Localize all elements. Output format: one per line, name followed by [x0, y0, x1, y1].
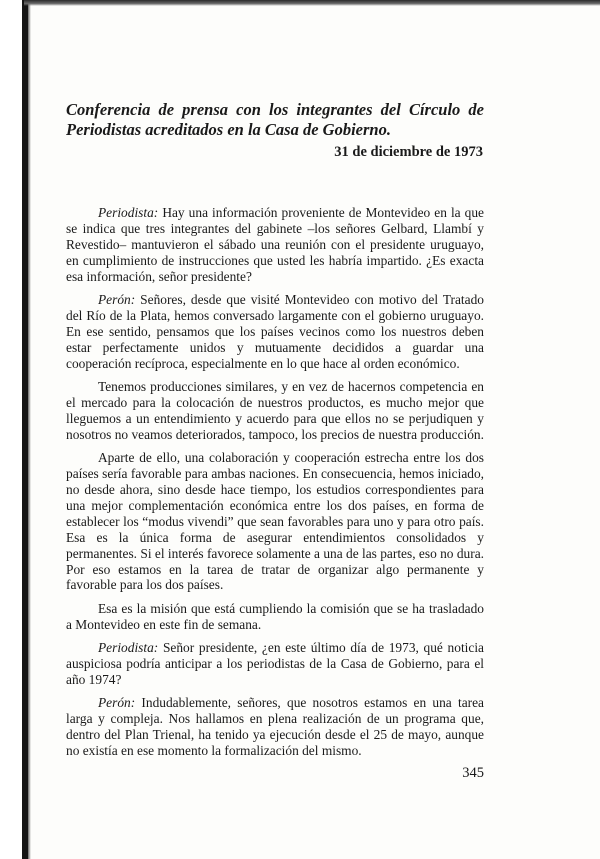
- paragraph-text: Indudablemente, señores, que nosotros estamos en una tarea larga y compleja. Nos hallamos en plena realización de un programa que, dentro del Plan Trienal, ha tenido ya ejecución desde el 25 de mayo, aunque no existía en ese momento la formalización del mismo.: [66, 695, 484, 759]
- speaker-label: Perón:: [98, 292, 136, 308]
- speaker-label: Periodista:: [98, 640, 159, 656]
- paragraph-text: Señores, desde que visité Montevideo con motivo del Tratado del Río de la Plata, hemos conversado largamente con el gobierno uruguayo. En ese sentido, pensamos que los países vecinos como los nuestros deben estar perfectamente unidos y mutuamente decididos a guardar una cooperación recíproca, especialmente en lo que hace al orden económico.: [66, 292, 484, 371]
- paragraph-text: Esa es la misión que está cumpliendo la comisión que se ha trasladado a Montevideo en este fin de semana.: [66, 600, 484, 632]
- speaker-label: Perón:: [98, 695, 136, 711]
- paragraph: [66, 695, 484, 759]
- paragraph: [66, 205, 484, 285]
- paragraph-text: Tenemos producciones similares, y en vez de hacernos competencia en el mercado para la colocación de nuestros productos, es mucho mejor que lleguemos a un entendimiento y acuerdo para que ellos no se perjudiquen y nosotros no veamos deteriorados, tampoco, los precios de nuestra producción.: [66, 379, 484, 442]
- scan-margin: [0, 0, 22, 859]
- page-top-edge: [24, 0, 600, 6]
- page-number: 345: [462, 765, 484, 781]
- paragraph: [66, 601, 484, 633]
- speaker-label: Periodista:: [98, 205, 159, 220]
- interview-body: [66, 205, 484, 767]
- paragraph: [66, 450, 484, 593]
- document-date: 31 de diciembre de 1973: [334, 144, 483, 160]
- paragraph-text: Hay una información proveniente de Montevideo en la que se indica que tres integrantes del gabinete –los señores Gelbard, Llambí y Revestido– mantuvieron el sábado una reunión con el presidente uruguayo, en cumplimiento de instrucciones que usted les habría impartido. ¿Es exacta esa información, señor presidente?: [66, 205, 484, 284]
- paragraph-text: Señor presidente, ¿en este último día de 1973, qué noticia auspiciosa podría anticipar a los periodistas de la Casa de Gobierno, para el año 1974?: [66, 640, 484, 687]
- page-binding-shadow: [28, 0, 31, 859]
- paragraph-text: Aparte de ello, una colaboración y cooperación estrecha entre los dos países sería favorable para ambas naciones. En consecuencia, hemos iniciado, no desde ahora, sino desde hace tiempo, los estudios correspondientes para una mejor complementación económica entre los dos países, en forma de establecer los “modus vivendi” que sean favorables para uno y para otro país. Esa es la única forma de asegurar entendimientos consolidados y permanentes. Si el interés favorece solamente a una de las partes, eso no dura. Por eso estamos en la tarea de tratar de organizar algo permanente y favorable para los dos países.: [66, 450, 484, 593]
- document-title: Conferencia de prensa con los integrantes del Círculo de Periodistas acreditados en la Casa de Gobierno.: [66, 100, 484, 139]
- paragraph: [66, 379, 484, 443]
- paragraph: [66, 640, 484, 688]
- paragraph: [66, 292, 484, 372]
